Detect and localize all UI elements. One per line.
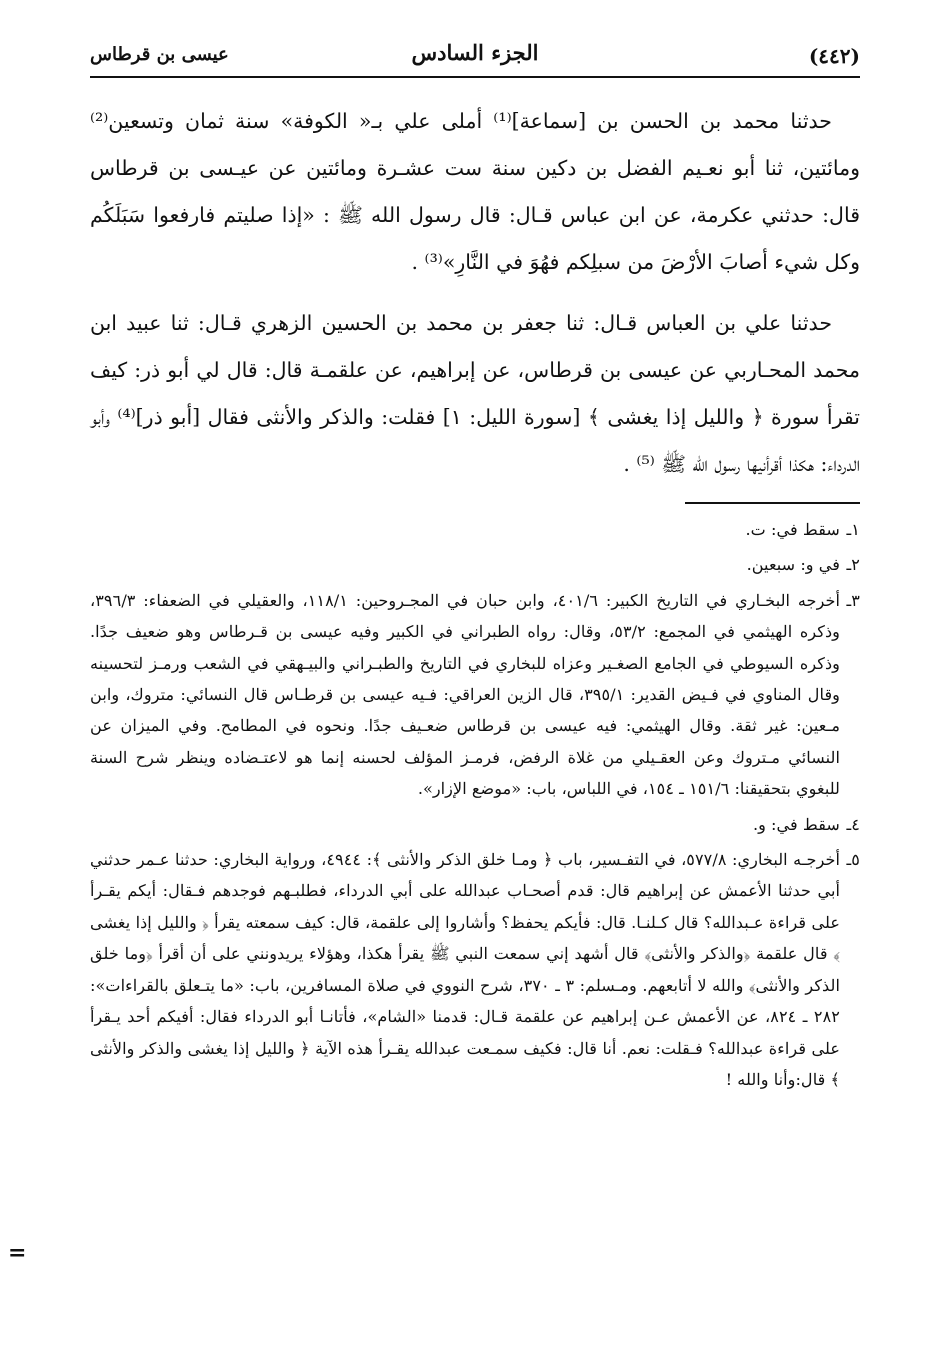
book-page	[90, 34, 860, 1344]
footnotes	[90, 514, 860, 1095]
footnote-separator	[685, 502, 860, 504]
volume-title: الجزء السادس	[411, 40, 539, 65]
footnote-number: ٣ـ	[846, 590, 860, 610]
chapter-title: عيسى بن قرطاس	[90, 44, 229, 65]
footnote-text: سقط في: و.	[752, 814, 840, 834]
footnote-text: أخرجه البخـاري في التاريخ الكبير: ٤٠١/٦، وابن حبان في المجـروحين: ١١٨/١، والعقيلي في الضعفاء: ٣٩٦/٣، وذكره الهيثمي في المجمع: ٥٣/٢، وقال: رواه الطبراني في الكبير وفيه عيسى بن قـرطاس وهو ضعيف جدًا. وذكره السيوطي في الجامع الصغـير وعزاه للبخاري في التاريخ والطبـراني والبيـهقي في الشعب ورمـز لتحسينه وقال المناوي في فـيض القدير: ٣٩٥/١، قال الزين العراقي: فـيه عيسى بن قرطـاس قال النسائي: متروك، وابن مـعين: غير ثقة. وقال الهيثمي: فيه عيسى بن قرطاس ضعـيف جدًا. ونحوه في المطامح. وفي الميزان عن النسائي مـتروك وعن العقـيلي من غلاة الرفض، فرمـز المؤلف لحسنه إنما هو لاعتـضاده وينظر شرح السنة للبغوي بتحقيقنا: ١٥١/٦ ـ ١٥٤، في اللباس، باب: «موضع الإزار».	[90, 590, 841, 799]
footnote-4	[90, 809, 860, 840]
footnote-5	[90, 844, 860, 1095]
footnote-number: ٢ـ	[846, 555, 860, 575]
main-text	[90, 98, 860, 488]
footnote-text: سقط في: ت.	[745, 520, 840, 539]
footnote-number: ٤ـ	[846, 814, 860, 834]
footnote-1	[90, 514, 860, 545]
footnote-text: أخرجـه البخاري: ٥٧٧/٨، في التفـسير، باب ﴿ ومـا خلق الذكر والأنثى ﴾: ٤٩٤٤، ورواية البخاري: حدثنا عـمر حدثني أبي حدثنا الأعمش عن إبراهيم قال: قدم أصحـاب عبدالله على أبي الدرداء، فطلبـهم فوجدهم فـقال: أيكم يقـرأ على قراءة عـبدالله؟ قال كـلنـا. قال: فأيكم يحفظ؟ وأشاروا إلى علقمة، قال: كيف سمعته يقرأ ﴿ والليل إذا يغشى ﴾ قال علقمة ﴿والذكر والأنثى﴾ قال أشهد إني سمعت النبي ﷺ يقرأ هكذا، وهؤلاء يريدونني على أن أقرأ ﴿وما خلق الذكر والأنثى﴾ والله لا أتابعهم. ومـسلم: ٣ ـ ٣٧٠، شرح النووي في صلاة المسافرين، باب: «ما يتـعلق بالقراءات»: ٢٨٢ ـ ٨٢٤، عن الأعمش عـن إبراهيم عن علقمة قـال: قدمنا «الشام»، فأتانـا أبو الدرداء فقال: أفيكم أحد يـقرأ على قراءة عبدالله؟ فـقلت: نعم. أنا قال: فكيف سمـعت عبدالله يقـرأ هذه الآية ﴿ والليل إذا يغشى والذكر والأنثى ﴾ قال:وأنا والله !	[90, 850, 841, 1089]
footnote-3	[90, 585, 860, 805]
footnote-text: في و: سبعين.	[746, 555, 840, 575]
hadith-paragraph-1: حدثنا محمد بن الحسن بن [سماعة]⁽¹⁾ أملى علي بـ« الكوفة» سنة ثمان وتسعين⁽²⁾ ومائتين، ثنا أبو نعـيم الفضل بن دكين سنة ست عشـرة ومائتين عن عيـسى بن قرطاس قال: حدثني عكرمة، عن ابن عباس قـال: قال رسول الله ﷺ : «إذا صليتم فارفعوا سَبَلَكُم وكل شيء أصابَ الأرْضَ من سبلِكم فهُوَ في النَّارِ»⁽³⁾ .	[90, 109, 860, 274]
hadith-paragraph-2: حدثنا علي بن العباس قـال: ثنا جعفر بن محمد بن الحسين الزهري قـال: ثنا عبيد ابن محمد المحـاربي عن عيسى بن قرطاس، عن إبراهيم، عن علقمـة قال: قال لي أبو ذر: كيف تقرأ سورة ﴿ والليل إذا يغشى ﴾ [سورة الليل: ١] فقلت: والذكر والأنثى فقال [أبو ذر]⁽⁴⁾ وأبو الدرداء: هكذا أقرأنيها رسول الله ﷺ ⁽⁵⁾ .	[90, 311, 860, 476]
footnote-2	[90, 549, 860, 580]
running-head	[90, 34, 860, 78]
page-number: (٤٤٢)	[808, 44, 860, 68]
footnote-number: ١ـ	[846, 520, 860, 539]
footnote-number: ٥ـ	[846, 850, 860, 870]
margin-continuation-mark: =	[8, 1240, 27, 1266]
